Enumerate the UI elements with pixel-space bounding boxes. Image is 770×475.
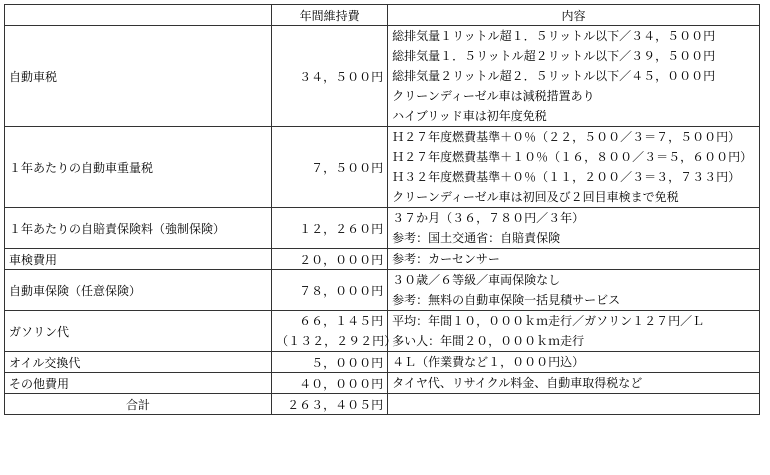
table-row-gasoline	[5, 311, 760, 352]
row-notes	[388, 26, 760, 127]
note-line: 平均：年間１０，０００ｋｍ走行／ガソリン１２７円／Ｌ	[392, 314, 705, 328]
row-label: 車検費用	[5, 249, 272, 270]
note-line: 参考：無料の自動車保険一括見積サービス	[392, 293, 621, 307]
note-line: クリーンディーゼル車は減税措置あり	[392, 89, 595, 103]
table-header-row	[5, 5, 760, 26]
row-label: 自動車保険（任意保険）	[5, 270, 272, 311]
note-line: 参考：カーセンサー	[392, 252, 500, 266]
note-line: ４Ｌ（作業費など１，０００円込）	[392, 355, 585, 369]
total-amount: ２６３，４０５円	[272, 394, 388, 415]
row-amount: １２，２６０円	[272, 208, 388, 249]
note-line: 多い人：年間２０，０００ｋｍ走行	[392, 334, 585, 348]
note-line: 参考：国土交通省：自賠責保険	[392, 231, 561, 245]
note-line: ハイブリッド車は初年度免税	[392, 109, 547, 123]
row-amount: ７，５００円	[272, 127, 388, 208]
note-line: Ｈ２７年度燃費基準＋０％（２２，５００／３＝７，５００円）	[392, 130, 741, 144]
row-label: オイル交換代	[5, 352, 272, 373]
note-line	[392, 394, 755, 414]
row-notes	[388, 249, 760, 270]
row-label: 自動車税	[5, 26, 272, 127]
table-row-voluntary-insurance	[5, 270, 760, 311]
header-annual-cost: 年間維持費	[272, 5, 388, 26]
row-amount: ２０，０００円	[272, 249, 388, 270]
row-amount: ７８，０００円	[272, 270, 388, 311]
table-row-compulsory-insurance	[5, 208, 760, 249]
row-notes	[388, 352, 760, 373]
table-row-weight-tax	[5, 127, 760, 208]
row-amount: ３４，５００円	[272, 26, 388, 127]
note-line: ３０歳／６等級／車両保険なし	[392, 273, 561, 287]
note-line: タイヤ代、リサイクル料金、自動車取得税など	[392, 376, 643, 390]
note-line: Ｈ２７年度燃費基準＋１０％（１６，８００／３＝５，６００円）	[392, 150, 753, 164]
amount-heavy-use: （１３２，２９２円）	[276, 334, 397, 348]
row-amount: ５，０００円	[272, 352, 388, 373]
row-amount: ４０，０００円	[272, 373, 388, 394]
row-label: ガソリン代	[5, 311, 272, 352]
row-notes	[388, 394, 760, 415]
header-item	[5, 5, 272, 26]
table-row-oil	[5, 352, 760, 373]
row-notes	[388, 127, 760, 208]
note-line: ３７か月（３６，７８０円／３年）	[392, 211, 585, 225]
total-label: 合計	[5, 394, 272, 415]
table-row-other	[5, 373, 760, 394]
maintenance-cost-table	[4, 4, 760, 415]
row-notes	[388, 311, 760, 352]
row-notes	[388, 270, 760, 311]
note-line: 総排気量１リットル超１．５リットル以下／３４，５００円	[392, 29, 716, 43]
row-notes	[388, 208, 760, 249]
note-line: 総排気量１．５リットル超２リットル以下／３９，５００円	[392, 49, 716, 63]
table-row-inspection	[5, 249, 760, 270]
row-notes	[388, 373, 760, 394]
amount-average: ６６，１４５円	[299, 314, 384, 328]
row-amount	[272, 311, 397, 352]
note-line: クリーンディーゼル車は初回及び２回目車検まで免税	[392, 190, 679, 204]
row-label: その他費用	[5, 373, 272, 394]
note-line: Ｈ３２年度燃費基準＋０％（１１，２００／３＝３，７３３円）	[392, 170, 741, 184]
header-content: 内容	[388, 5, 760, 26]
row-label: １年あたりの自賠責保険料（強制保険）	[5, 208, 272, 249]
table-row-car-tax	[5, 26, 760, 127]
row-label: １年あたりの自動車重量税	[5, 127, 272, 208]
table-row-total	[5, 394, 760, 415]
note-line: 総排気量２リットル超２．５リットル以下／４５，０００円	[392, 69, 716, 83]
